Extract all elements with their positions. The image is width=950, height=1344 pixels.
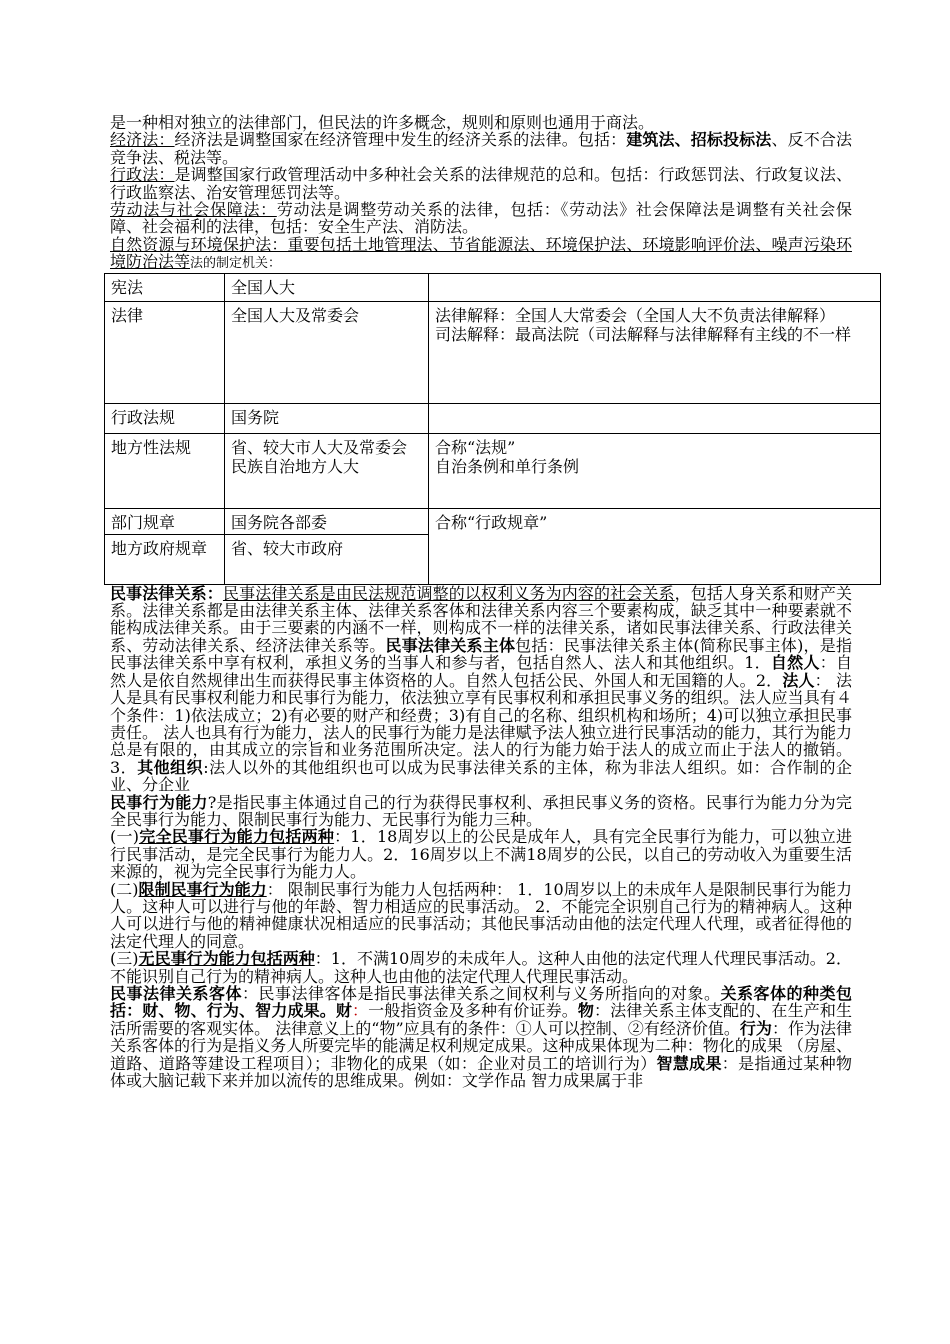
intro-paragraph — [110, 114, 852, 273]
document-page — [110, 114, 852, 1089]
labor-law-text: 劳动法是调整劳动关系的法律，包括：《劳动法》社会保障法是调整有关社会保障、社会福利的法律，包括：安全生产法、消防法。 — [110, 200, 852, 237]
table-row — [105, 403, 881, 433]
no-capacity-prefix: (三) — [110, 949, 139, 969]
capacity-paragraph — [110, 794, 852, 829]
other-organization-term: 其他组织 — [137, 757, 204, 777]
legal-person-text: ： 法人是具有民事权利能力和民事行为能力，依法独立享有民事权利和承担民事义务的组织。法人应当具有４个条件：1)依法成立；2)有必要的财产和经费；3)有自己的名称、组织机构和场所；4)可以独立承担民事责任。 法人也具有行为能力，法人的民事行为能力是法律赋予法人独立进行民事活动的能力，其行为能力总是有限的，由其成立的宗旨和业务范围所决定。法人的行为能力始于法人的成立而止于法人的撤销。3． — [110, 670, 852, 777]
civil-relation-text: ，包括人身关系和财产关系。法律关系都是由法律关系主体、法律关系客体和法律关系内容三个要素构成，缺乏其中一种要素就不能构成法律关系。由于三要素的内涵不一样，则构成不一样的法律关系，诸如民事法律关系、行政法律关系、劳动法律关系、经济法律关系等。 — [110, 583, 852, 655]
civil-relation-paragraph — [110, 585, 852, 794]
no-capacity-text: ：1．不满10周岁的未成年人。这种人由他的法定代理人代理民事活动。2．不能识别自己行为的精神病人。这种人也由他的法定代理人代理民事活动。 — [110, 949, 852, 986]
civil-subject-text: 包括：民事法律关系主体(简称民事主体)，是指民事法律关系中享有权利，承担义务的当事人和参与者，包括自然人、法人和其他组织。1． — [110, 635, 852, 673]
object-paragraph — [110, 985, 852, 1089]
economic-law-term: 经济法： — [110, 130, 175, 150]
table-cell-type: 行政法规 — [105, 403, 225, 433]
table-row — [105, 508, 881, 534]
other-organization-text: :法人以外的其他组织也可以成为民事法律关系的主体，称为非法人组织。如：合作制的企业、分企业 — [110, 757, 852, 795]
capacity-text: ?是指民事主体通过自己的行为获得民事权利、承担民事义务的资格。民事行为能力分为完全民事行为能力、限制民事行为能力、无民事行为能力三种。 — [110, 792, 852, 829]
table-cell-type: 地方性法规 — [105, 433, 225, 508]
admin-law-text: 是调整国家行政管理活动中多种社会关系的法律规范的总和。包括：行政惩罚法、行政复议法、行政监察法、治安管理惩罚法等。 — [110, 165, 852, 202]
economic-law-tail: 、反不合法竞争法、税法等。 — [110, 130, 852, 167]
table-cell-organ: 全国人大及常委会 — [225, 301, 429, 403]
natural-person-term: 自然人 — [770, 653, 820, 673]
full-capacity-prefix: (一) — [110, 827, 139, 847]
table-cell-organ: 省、较大市人大及常委会 民族自治地方人大 — [225, 433, 429, 508]
environment-law-text: 重要包括土地管理法、节省能源法、环境保护法、环境影响评价法、噪声污染环境防治法等 — [110, 234, 852, 272]
table-cell-organ: 国务院 — [225, 403, 429, 433]
civil-subject-term: 民事法律关系主体 — [385, 635, 516, 655]
money-text: 一般指资金及多种有价证券。 — [368, 1001, 578, 1021]
table-cell-note — [429, 403, 881, 433]
limited-capacity-prefix: (二) — [110, 879, 139, 899]
limited-capacity-term: 限制民事行为能力 — [138, 879, 267, 899]
intellectual-text: ：是指通过某种物体或大脑记载下来并加以流传的思维成果。例如：文学作品 智力成果属于非 — [110, 1053, 852, 1091]
table-cell-note — [429, 273, 881, 301]
capacity-term: 民事行为能力 — [110, 792, 208, 812]
table-cell-note: 合称“法规” 自治条例和单行条例 — [429, 433, 881, 508]
no-capacity-paragraph — [110, 950, 852, 985]
environment-law-term: 自然资源与环境保护法： — [110, 234, 288, 254]
table-cell-organ: 省、较大市政府 — [225, 534, 429, 584]
table-cell-organ: 全国人大 — [225, 273, 429, 301]
economic-law-text: 经济法是调整国家在经济管理中发生的经济关系的法律。包括： — [174, 130, 627, 150]
table-cell-organ: 国务院各部委 — [225, 508, 429, 534]
table-cell-type: 宪法 — [105, 273, 225, 301]
intellectual-term: 智慧成果 — [656, 1053, 722, 1073]
full-capacity-term: 完全民事行为能力包括两种 — [138, 827, 335, 847]
table-cell-type: 法律 — [105, 301, 225, 403]
labor-law-term: 劳动法与社会保障法： — [110, 200, 277, 220]
act-term: 行为 — [739, 1018, 772, 1038]
law-organs-table — [104, 273, 881, 585]
act-text: ：作为法律关系客体的行为是指义务人所要完毕的能满足权利规定成果。这种成果体现为二种：物化的成果 （房屋、道路、道路等建设工程项目）；非物化的成果（如：企业对员工的培训行为） — [110, 1018, 852, 1073]
object-colon: ： — [351, 1001, 369, 1021]
law-making-organs-caption: 法的制定机关： — [190, 256, 282, 272]
full-capacity-text: ：1．18周岁以上的公民是成年人，具有完全民事行为能力，可以独立进行民事活动，是完全民事行为能力人。2．16周岁以上不满18周岁的公民，以自己的劳动收入为重要生活来源的，视为完全民事行为能力人。 — [110, 827, 852, 882]
civil-relation-definition: 民事法律关系是由民法规范调整的以权利义务为内容的社会关系 — [222, 583, 675, 603]
limited-capacity-text: ： 限制民事行为能力人包括两种： 1．10周岁以上的未成年人是限制民事行为能力人。这种人可以进行与他的年龄、智力相适应的民事活动。 2．不能完全识别自己行为的精神病人。这种人可以进行与他的精神健康状况相适应的民事活动；其他民事活动由他的法定代理人代理，或者征得他的法定代理人的同意。 — [110, 879, 852, 951]
object-term: 民事法律关系客体 — [110, 984, 242, 1003]
admin-law-term: 行政法： — [110, 165, 175, 185]
object-text: ：民事法律客体是指民事法律关系之间权利与义务所指向的对象。 — [242, 984, 721, 1003]
no-capacity-term: 无民事行为能力包括两种 — [138, 949, 315, 969]
table-cell-type: 地方政府规章 — [105, 534, 225, 584]
table-cell-note: 法律解释：全国人大常委会（全国人大不负责法律解释） 司法解释：最高法院（司法解释与法律解释有主线的不一样 — [429, 301, 881, 403]
legal-person-term: 法人 — [782, 670, 815, 690]
table-cell-type: 部门规章 — [105, 508, 225, 534]
table-cell-note: 合称“行政规章” — [429, 508, 881, 584]
commercial-law-line: 是一种相对独立的法律部门，但民法的许多概念，规则和原则也通用于商法。 — [110, 113, 655, 132]
economic-law-bold: 建筑法、招标投标法 — [626, 130, 772, 150]
natural-person-text: ：自然人是依自然规律出生而获得民事主体资格的人。自然人包括公民、外国人和无国籍的人。2． — [110, 653, 852, 690]
object-kinds: 关系客体的种类包括：财、物、行为、智力成果。财 — [110, 984, 852, 1021]
limited-capacity-paragraph — [110, 881, 852, 951]
full-capacity-paragraph — [110, 828, 852, 880]
table-row — [105, 273, 881, 301]
thing-term: 物 — [577, 1001, 594, 1021]
civil-relation-term: 民事法律关系： — [110, 583, 223, 603]
table-row — [105, 301, 881, 403]
table-row — [105, 433, 881, 508]
thing-text: ：法律关系主体支配的、在生产和生活所需要的客观实体。 法律意义上的“物”应具有的条件：①人可以控制、②有经济价值。 — [110, 1001, 852, 1038]
